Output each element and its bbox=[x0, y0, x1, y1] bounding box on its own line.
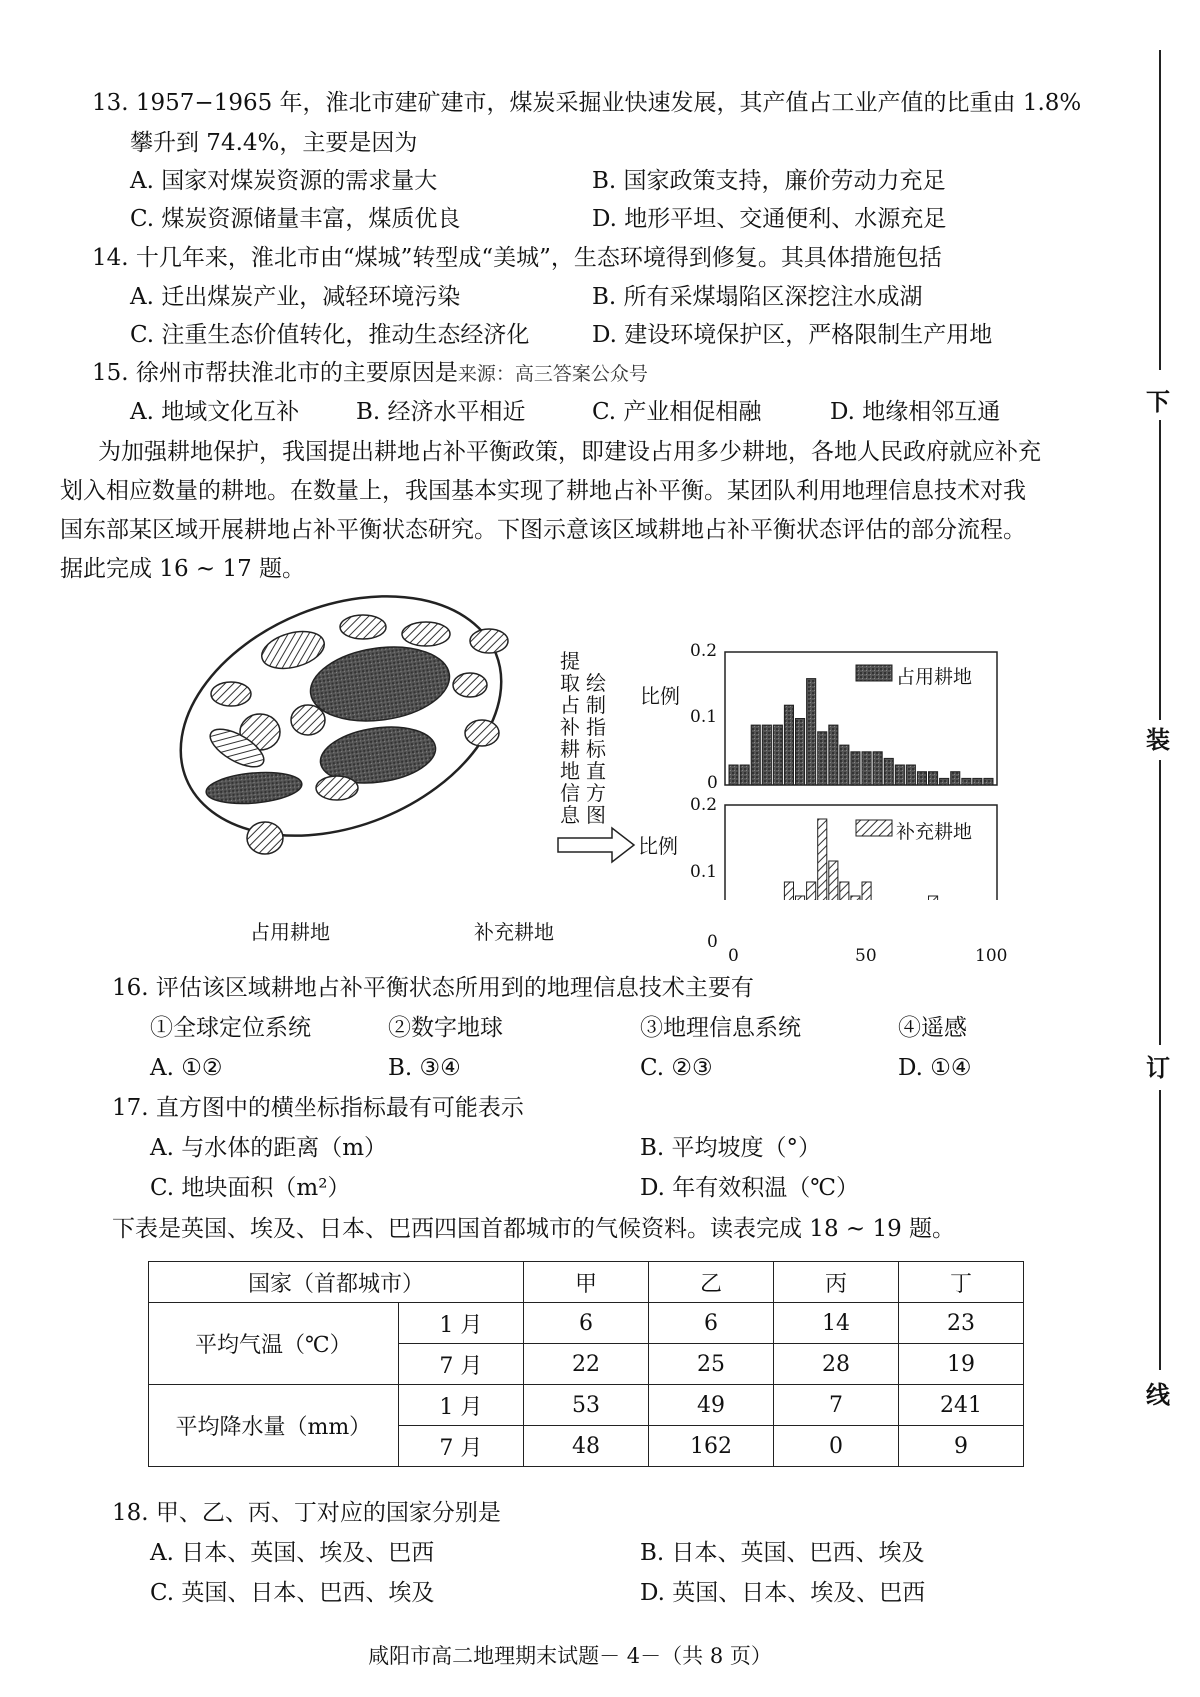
occupied-bar bbox=[773, 725, 782, 785]
xtick-100: 100 bbox=[975, 946, 1008, 966]
q13-option-a: A. 国家对煤炭资源的需求量大 bbox=[130, 168, 438, 194]
q13-stem-line1: 13. 1957−1965 年，淮北市建矿建市，煤炭采掘业快速发展，其产值占工业产值的比重由 1.8% bbox=[92, 90, 1082, 116]
q14-stem: 14. 十几年来，淮北市由“煤城”转型成“美城”，生态环境得到修复。其具体措施包括 bbox=[92, 245, 942, 271]
occupied-bar bbox=[984, 778, 993, 785]
table-header-yi: 乙 bbox=[649, 1262, 774, 1303]
supplement-patch bbox=[402, 622, 450, 646]
occupied-bar bbox=[940, 778, 949, 785]
q15-option-b: B. 经济水平相近 bbox=[356, 399, 526, 425]
legend-occupied-label: 占用耕地 bbox=[250, 920, 330, 944]
intro1-line4: 据此完成 16 ~ 17 题。 bbox=[60, 556, 306, 582]
binding-rule bbox=[1159, 50, 1161, 370]
supplement-patch bbox=[291, 705, 325, 735]
land-map bbox=[145, 551, 537, 880]
q14-option-d: D. 建设环境保护区，严格限制生产用地 bbox=[592, 322, 993, 348]
occupied-bar bbox=[917, 772, 926, 785]
bottom-ytick-0.2: 0.2 bbox=[690, 795, 718, 815]
top-ylabel: 比例 bbox=[640, 684, 680, 708]
occupied-bar bbox=[796, 719, 805, 786]
supplement-patch bbox=[465, 720, 499, 746]
supplement-patch bbox=[340, 615, 386, 639]
occupied-bar bbox=[840, 745, 849, 785]
supplement-bar bbox=[840, 882, 849, 900]
process-arrow bbox=[558, 828, 634, 862]
table-cell: 241 bbox=[899, 1385, 1024, 1426]
table-header-bing: 丙 bbox=[774, 1262, 899, 1303]
q14-option-c: C. 注重生态价值转化，推动生态经济化 bbox=[130, 322, 530, 348]
table-cell: 28 bbox=[774, 1344, 899, 1385]
binding-char-xian: 线 bbox=[1146, 1380, 1170, 1409]
row-label-temperature: 平均气温（℃） bbox=[149, 1303, 399, 1385]
occupied-bar bbox=[751, 725, 760, 785]
intro1-line2: 划入相应数量的耕地。在数量上，我国基本实现了耕地占补平衡。某团队利用地理信息技术对我 bbox=[60, 478, 1026, 504]
page-footer: 咸阳市高二地理期末试题－ 4－（共 8 页） bbox=[368, 1644, 772, 1668]
q18-option-c: C. 英国、日本、巴西、埃及 bbox=[150, 1580, 435, 1606]
table-cell: 7 bbox=[774, 1385, 899, 1426]
q16-stem: 16. 评估该区域耕地占补平衡状态所用到的地理信息技术主要有 bbox=[112, 975, 754, 1001]
supplement-bar bbox=[862, 882, 871, 900]
binding-margin bbox=[1140, 0, 1180, 1697]
occupied-bar bbox=[818, 732, 827, 785]
occupied-bar bbox=[929, 772, 938, 785]
q16-statement-1: ①全球定位系统 bbox=[150, 1015, 311, 1041]
month-jan: 1 月 bbox=[398, 1385, 523, 1426]
q14-option-a: A. 迁出煤炭产业，减轻环境污染 bbox=[130, 284, 461, 310]
xtick-50: 50 bbox=[855, 946, 877, 966]
occupied-bar bbox=[784, 705, 793, 785]
q15-option-a: A. 地域文化互补 bbox=[130, 399, 300, 425]
supplement-bar bbox=[796, 896, 805, 900]
month-jan: 1 月 bbox=[398, 1303, 523, 1344]
top-ytick-0.1: 0.1 bbox=[690, 707, 718, 727]
q13-option-c: C. 煤炭资源储量丰富，煤质优良 bbox=[130, 206, 461, 232]
bottom-ytick-0: 0 bbox=[707, 932, 718, 952]
q15-option-d: D. 地缘相邻互通 bbox=[830, 399, 1001, 425]
supplement-patch bbox=[211, 682, 251, 706]
q16-statement-2: ②数字地球 bbox=[388, 1015, 503, 1041]
binding-char-ding: 订 bbox=[1146, 1053, 1170, 1082]
top-legend-swatch bbox=[856, 665, 892, 681]
occupied-bar bbox=[873, 752, 882, 785]
q13-option-b: B. 国家政策支持，廉价劳动力充足 bbox=[592, 168, 946, 194]
q17-option-d: D. 年有效积温（℃） bbox=[640, 1175, 859, 1201]
bottom-legend-label: 补充耕地 bbox=[896, 821, 973, 843]
step-extract-label: 提取占补耕地信息 bbox=[560, 649, 580, 827]
occupied-bar bbox=[906, 765, 915, 785]
supplement-patch bbox=[247, 822, 283, 854]
supplement-bar bbox=[829, 861, 838, 900]
q17-option-b: B. 平均坡度（°） bbox=[640, 1135, 822, 1161]
table-cell: 0 bbox=[774, 1426, 899, 1467]
q17-option-a: A. 与水体的距离（m） bbox=[150, 1135, 388, 1161]
month-jul: 7 月 bbox=[398, 1426, 523, 1467]
q17-stem: 17. 直方图中的横坐标指标最有可能表示 bbox=[112, 1095, 524, 1121]
q16-statement-4: ④遥感 bbox=[898, 1015, 967, 1041]
source-watermark: 来源：高三答案公众号 bbox=[457, 363, 648, 385]
supplement-bar bbox=[929, 896, 938, 900]
binding-rule bbox=[1159, 420, 1161, 720]
occupied-bar bbox=[973, 778, 982, 785]
legend-supplement-label: 补充耕地 bbox=[474, 920, 554, 944]
table-cell: 48 bbox=[524, 1426, 649, 1467]
q18-option-a: A. 日本、英国、埃及、巴西 bbox=[150, 1540, 435, 1566]
supplement-patch bbox=[453, 673, 487, 697]
table-cell: 14 bbox=[774, 1303, 899, 1344]
supplement-bar bbox=[807, 882, 816, 900]
supplement-bar bbox=[818, 819, 827, 900]
occupied-bar bbox=[729, 765, 738, 785]
supplement-bar bbox=[784, 882, 793, 900]
occupied-bar bbox=[951, 772, 960, 785]
table-cell: 9 bbox=[899, 1426, 1024, 1467]
table-cell: 162 bbox=[649, 1426, 774, 1467]
occupied-bar bbox=[962, 778, 971, 785]
table-header-row bbox=[149, 1262, 1024, 1303]
binding-rule bbox=[1159, 760, 1161, 1045]
intro1-line3: 国东部某区域开展耕地占补平衡状态研究。下图示意该区域耕地占补平衡状态评估的部分流程。 bbox=[60, 517, 1026, 543]
occupied-bar bbox=[762, 725, 771, 785]
table-header-ding: 丁 bbox=[899, 1262, 1024, 1303]
q16-option-b: B. ③④ bbox=[388, 1055, 461, 1081]
intro1-line1: 为加强耕地保护，我国提出耕地占补平衡政策，即建设占用多少耕地，各地人民政府就应补充 bbox=[98, 439, 1041, 465]
occupied-bar bbox=[884, 758, 893, 785]
q13-stem-line2: 攀升到 74.4%，主要是因为 bbox=[130, 130, 418, 156]
binding-char-zhuang: 装 bbox=[1146, 725, 1170, 754]
table-header-country: 国家（首都城市） bbox=[149, 1262, 524, 1303]
row-label-precipitation: 平均降水量（mm） bbox=[149, 1385, 399, 1467]
q18-stem: 18. 甲、乙、丙、丁对应的国家分别是 bbox=[112, 1500, 501, 1526]
q16-option-c: C. ②③ bbox=[640, 1055, 713, 1081]
climate-table bbox=[148, 1261, 1024, 1467]
q16-statement-3: ③地理信息系统 bbox=[640, 1015, 801, 1041]
q18-option-b: B. 日本、英国、巴西、埃及 bbox=[640, 1540, 925, 1566]
binding-rule bbox=[1159, 1090, 1161, 1370]
bottom-ylabel: 比例 bbox=[638, 834, 678, 858]
q15-option-c: C. 产业相促相融 bbox=[592, 399, 762, 425]
q18-option-d: D. 英国、日本、埃及、巴西 bbox=[640, 1580, 926, 1606]
occupied-bar bbox=[807, 679, 816, 785]
q16-option-a: A. ①② bbox=[150, 1055, 223, 1081]
table-cell: 53 bbox=[524, 1385, 649, 1426]
occupied-bar bbox=[740, 765, 749, 785]
top-ytick-0: 0 bbox=[707, 773, 718, 793]
table-cell: 6 bbox=[649, 1303, 774, 1344]
table-cell: 49 bbox=[649, 1385, 774, 1426]
table-cell: 23 bbox=[899, 1303, 1024, 1344]
top-legend-label: 占用耕地 bbox=[896, 666, 973, 688]
intro2: 下表是英国、埃及、日本、巴西四国首都城市的气候资料。读表完成 18 ~ 19 题。 bbox=[112, 1216, 956, 1242]
bottom-ytick-0.1: 0.1 bbox=[690, 862, 718, 882]
table-row bbox=[149, 1303, 1024, 1344]
table-cell: 22 bbox=[524, 1344, 649, 1385]
q17-option-c: C. 地块面积（m²） bbox=[150, 1175, 351, 1201]
occupied-bar bbox=[851, 752, 860, 785]
table-row bbox=[149, 1385, 1024, 1426]
table-cell: 6 bbox=[524, 1303, 649, 1344]
occupied-bar bbox=[829, 725, 838, 785]
q14-option-b: B. 所有采煤塌陷区深挖注水成湖 bbox=[592, 284, 923, 310]
supplement-bar bbox=[851, 896, 860, 900]
table-cell: 25 bbox=[649, 1344, 774, 1385]
month-jul: 7 月 bbox=[398, 1344, 523, 1385]
supplement-patch bbox=[470, 629, 508, 653]
step-plot-label: 绘制指标直方图 bbox=[586, 671, 606, 827]
bottom-legend-swatch bbox=[856, 820, 892, 836]
occupied-bar bbox=[895, 765, 904, 785]
q13-option-d: D. 地形平坦、交通便利、水源充足 bbox=[592, 206, 947, 232]
supplement-patch bbox=[316, 776, 358, 800]
top-ytick-0.2: 0.2 bbox=[690, 641, 718, 661]
occupied-bar bbox=[862, 752, 871, 785]
table-cell: 19 bbox=[899, 1344, 1024, 1385]
xtick-0: 0 bbox=[728, 946, 739, 966]
binding-char-xia: 下 bbox=[1146, 387, 1170, 416]
q15-stem-text: 15. 徐州市帮扶淮北市的主要原因是 bbox=[92, 360, 458, 386]
table-header-jia: 甲 bbox=[524, 1262, 649, 1303]
q16-option-d: D. ①④ bbox=[898, 1055, 972, 1081]
